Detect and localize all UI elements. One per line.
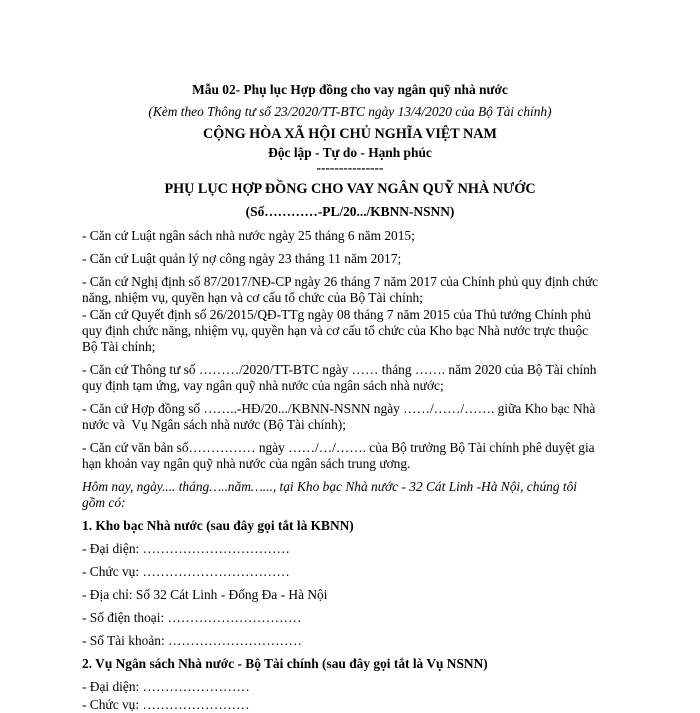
intro-line-2: gồm có:: [82, 495, 126, 510]
basis-circular-line-1: - Căn cứ Thông tư số ………/2020/TT-BTC ngày …… tháng ……. năm 2020 của Bộ Tài chính: [82, 362, 597, 377]
party1-position: - Chức vụ: ……………………………: [82, 564, 290, 579]
basis-decree-line-2: năng, nhiệm vụ, quyền hạn và cơ cấu tổ chức của Bộ Tài chính;: [82, 290, 423, 305]
country-name: CỘNG HÒA XÃ HỘI CHỦ NGHĨA VIỆT NAM: [203, 126, 497, 142]
party1-address: - Địa chỉ: Số 32 Cát Linh - Đống Đa - Hà Nội: [82, 587, 328, 602]
party1-phone: - Số điện thoại: …………………………: [82, 610, 302, 625]
document-number: (Số…………-PL/20.../KBNN-NSNN): [245, 204, 455, 219]
intro-line-1: Hôm nay, ngày.... tháng…..năm…..., tại Kho bạc Nhà nước - 32 Cát Linh -Hà Nội, chúng tôi: [82, 479, 578, 494]
basis-decision-line-2: quy định chức năng, nhiệm vụ, quyền hạn và cơ cấu tổ chức của Kho bạc Nhà nước trực thuộc: [82, 323, 589, 338]
basis-contract-line-1: - Căn cứ Hợp đồng số ……..-HĐ/20.../KBNN-NSNN ngày ……/……/……. giữa Kho bạc Nhà: [82, 401, 596, 416]
separator-line: ---------------: [316, 160, 384, 175]
basis-decree-line-1: - Căn cứ Nghị định số 87/2017/NĐ-CP ngày 26 tháng 7 năm 2017 của Chính phủ quy định chức: [82, 274, 599, 289]
party1-account: - Số Tài khoản: …………………………: [82, 633, 302, 648]
basis-document-line-1: - Căn cứ văn bản số…………… ngày ……/…/……. của Bộ trưởng Bộ Tài chính phê duyệt gia: [82, 440, 595, 455]
party1-title: 1. Kho bạc Nhà nước (sau đây gọi tắt là KBNN): [82, 518, 354, 533]
document-title: PHỤ LỤC HỢP ĐỒNG CHO VAY NGÂN QUỸ NHÀ NƯỚC: [164, 181, 536, 197]
form-title: Mẫu 02- Phụ lục Hợp đồng cho vay ngân quỹ nhà nước: [192, 82, 508, 97]
attached-note: (Kèm theo Thông tư số 23/2020/TT-BTC ngày 13/4/2020 của Bộ Tài chính): [148, 104, 552, 119]
party1-representative: - Đại diện: ……………………………: [82, 541, 290, 556]
basis-document-line-2: hạn khoản vay ngân quỹ nhà nước của ngân sách trung ương.: [82, 456, 411, 471]
party2-position: - Chức vụ: ……………………: [82, 697, 250, 712]
basis-contract-line-2: nước và Vụ Ngân sách nhà nước (Bộ Tài chính);: [82, 417, 346, 432]
basis-circular-line-2: quy định tạm ứng, vay ngân quỹ nhà nước của ngân sách nhà nước;: [82, 378, 444, 393]
basis-debt-law: - Căn cứ Luật quản lý nợ công ngày 23 tháng 11 năm 2017;: [82, 251, 402, 266]
party2-title: 2. Vụ Ngân sách Nhà nước - Bộ Tài chính (sau đây gọi tắt là Vụ NSNN): [82, 656, 488, 671]
party2-representative: - Đại diện: ……………………: [82, 679, 250, 694]
basis-budget-law: - Căn cứ Luật ngân sách nhà nước ngày 25 tháng 6 năm 2015;: [82, 228, 415, 243]
basis-decision-line-1: - Căn cứ Quyết định số 26/2015/QĐ-TTg ngày 08 tháng 7 năm 2015 của Thủ tướng Chính phủ: [82, 307, 591, 322]
national-motto: Độc lập - Tự do - Hạnh phúc: [268, 145, 432, 160]
basis-decision-line-3: Bộ Tài chính;: [82, 339, 156, 354]
